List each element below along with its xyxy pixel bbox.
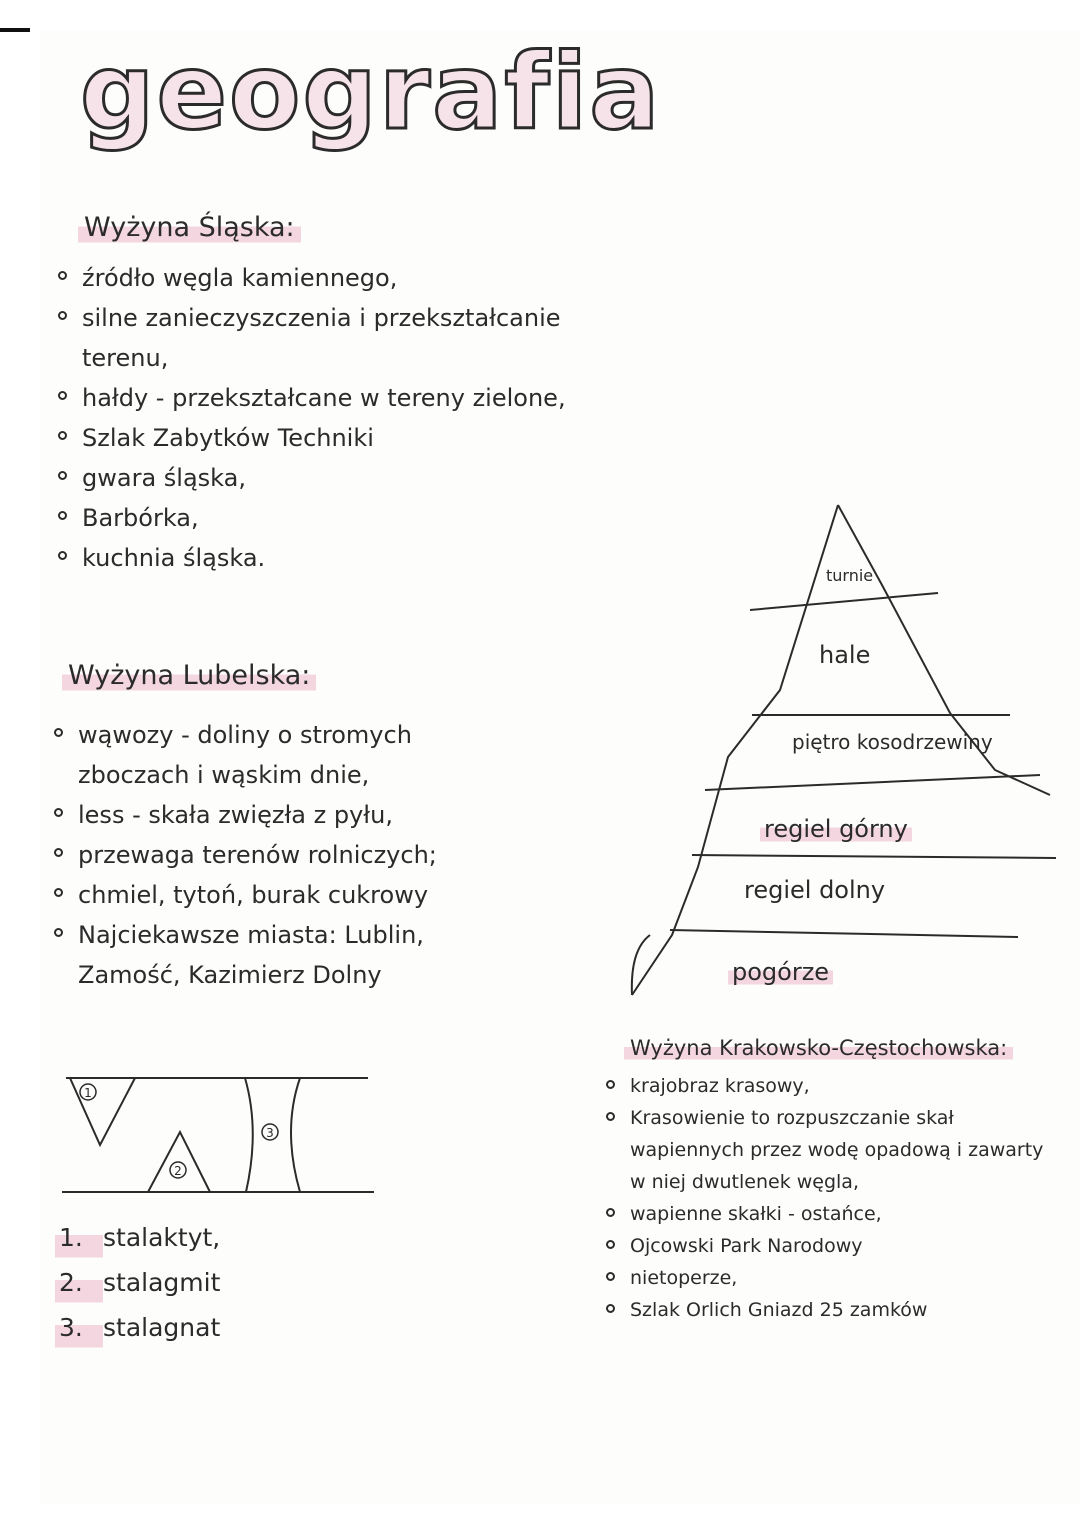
list-krakowsko <box>604 1070 1064 1326</box>
cave-label-2: 2 <box>174 1164 182 1178</box>
zone-line <box>670 930 1018 937</box>
legend-number: 2. <box>55 1260 103 1305</box>
list-item: less - skała zwięzła z pyłu, <box>52 795 522 835</box>
list-item: nietoperze, <box>604 1262 1064 1294</box>
list-lubelska <box>52 715 522 995</box>
list-item: przewaga terenów rolniczych; <box>52 835 522 875</box>
cave-legend <box>55 1215 315 1350</box>
zone-regiel-gorny: regiel górny <box>760 815 912 843</box>
list-item: wąwozy - doliny o stromych zboczach i wąskim dnie, <box>52 715 522 795</box>
heading-slaska: Wyżyna Śląska: <box>78 212 301 244</box>
zone-line <box>692 855 1056 858</box>
cave-label-1: 1 <box>84 1086 92 1100</box>
zone-line <box>705 775 1040 790</box>
list-item: źródło węgla kamiennego, <box>56 258 616 298</box>
cave-label-3: 3 <box>266 1126 274 1140</box>
legend-item <box>55 1305 315 1350</box>
list-item: Ojcowski Park Narodowy <box>604 1230 1064 1262</box>
list-item: silne zanieczyszczenia i przekształcanie terenu, <box>56 298 616 378</box>
heading-lubelska: Wyżyna Lubelska: <box>62 660 316 692</box>
list-item: kuchnia śląska. <box>56 538 616 578</box>
zone-line <box>750 593 938 610</box>
list-item: Najciekawsze miasta: Lublin, Zamość, Kazimierz Dolny <box>52 915 522 995</box>
list-item: Szlak Zabytków Techniki <box>56 418 616 458</box>
stalactite-shape <box>70 1078 135 1145</box>
scan-edge-mark <box>0 28 30 32</box>
scan-margin-left <box>0 0 40 1528</box>
scan-margin-top <box>0 0 1080 30</box>
legend-text: stalaktyt, <box>103 1223 221 1252</box>
zone-kosodrzewina: piętro kosodrzewiny <box>792 730 993 754</box>
list-item: Krasowienie to rozpuszczanie skał wapiennych przez wodę opadową i zawarty w niej dwutlenek węgla, <box>604 1102 1064 1198</box>
list-item: krajobraz krasowy, <box>604 1070 1064 1102</box>
list-item: Szlak Orlich Gniazd 25 zamków <box>604 1294 1064 1326</box>
legend-number: 1. <box>55 1215 103 1260</box>
list-item: wapienne skałki - ostańce, <box>604 1198 1064 1230</box>
cave-diagram <box>60 1070 380 1200</box>
page-title: geografia <box>80 31 662 153</box>
legend-item <box>55 1260 315 1305</box>
heading-krakowsko: Wyżyna Krakowsko-Częstochowska: <box>624 1036 1013 1061</box>
zone-hale: hale <box>819 641 871 669</box>
scan-margin-bottom <box>0 1504 1080 1528</box>
zone-regiel-dolny: regiel dolny <box>744 876 886 904</box>
list-item: chmiel, tytoń, burak cukrowy <box>52 875 522 915</box>
legend-item <box>55 1215 315 1260</box>
zone-pogorze: pogórze <box>728 958 833 986</box>
legend-text: stalagnat <box>103 1313 221 1342</box>
list-item: hałdy - przekształcane w tereny zielone, <box>56 378 616 418</box>
list-item: Barbórka, <box>56 498 616 538</box>
legend-number: 3. <box>55 1305 103 1350</box>
slope-base-curve <box>632 935 650 995</box>
list-slaska <box>56 258 616 578</box>
zone-turnie: turnie <box>826 566 874 585</box>
legend-text: stalagmit <box>103 1268 221 1297</box>
list-item: gwara śląska, <box>56 458 616 498</box>
